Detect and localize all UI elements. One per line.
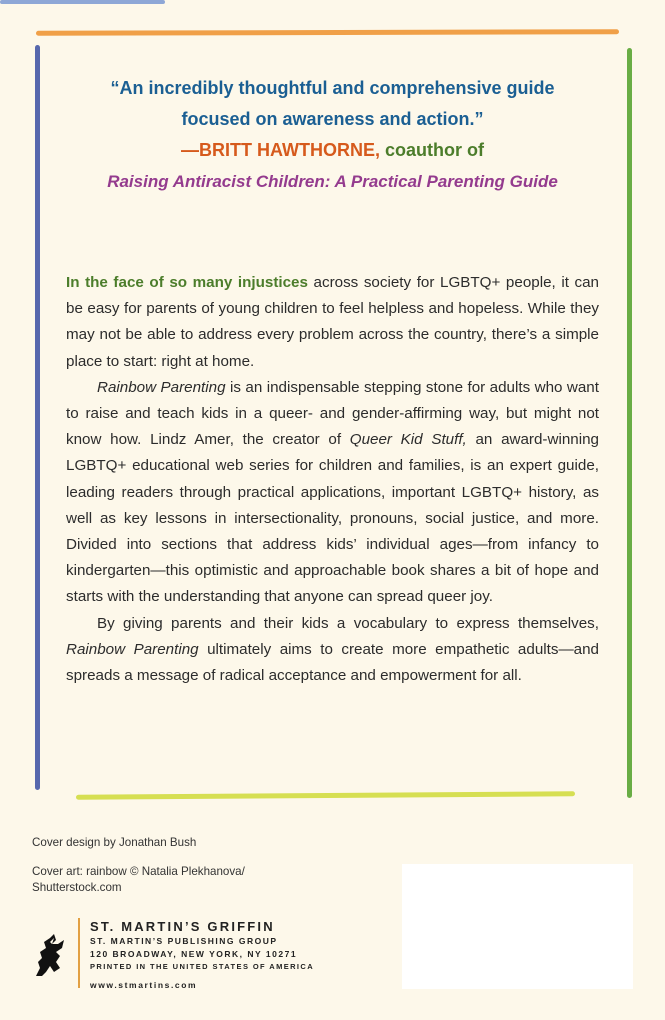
paragraph-3-text-b: ultimately aims to create more empathetic adults—and spreads a message of radical acceptance and empowerment for all. xyxy=(66,640,599,685)
griffin-logo-icon xyxy=(30,932,68,978)
publisher-rule xyxy=(78,918,80,988)
book-description xyxy=(66,270,599,689)
cover-design-credit: Cover design by Jonathan Bush xyxy=(32,836,197,849)
publisher-text xyxy=(90,918,380,992)
paragraph-1-text: across society for LGBTQ+ people, it can be easy for parents of young children to feel helpless and hopeless. While they may not be able to address every problem across the country, there’s a simple place to start: right at home. xyxy=(66,274,599,370)
description-paragraph-3 xyxy=(66,611,599,690)
description-paragraph-1 xyxy=(66,270,599,375)
barcode-area xyxy=(402,864,633,989)
left-border-line xyxy=(35,45,40,790)
attribution-name: —BRITT HAWTHORNE, xyxy=(181,140,380,160)
cover-art-credit: Cover art: rainbow © Natalia Plekhanova/ Shutterstock.com xyxy=(32,865,245,894)
series-title-italic: Queer Kid Stuff, xyxy=(349,431,467,449)
publisher-name: ST. MARTIN’S GRIFFIN xyxy=(90,919,275,934)
publisher-website: www.stmartins.com xyxy=(90,980,198,990)
quote-line-1: “An incredibly thoughtful and comprehensive guide xyxy=(110,78,555,98)
book-title-italic: Rainbow Parenting xyxy=(97,378,226,396)
publisher-group: ST. MARTIN’S PUBLISHING GROUP xyxy=(90,936,278,946)
quote-line-2: focused on awareness and action.” xyxy=(181,109,484,129)
paragraph-2-text-a: is an indispensable stepping stone for adults who want to raise and teach kids in a queer- and gender-affirming way, but might not know how. Lindz Amer, the creator of xyxy=(66,378,599,449)
top-border-line xyxy=(36,29,619,36)
attribution-role: coauthor of xyxy=(379,140,484,160)
bottom-border-line xyxy=(76,791,575,799)
lead-phrase: In the face of so many injustices xyxy=(66,274,308,291)
description-paragraph-2 xyxy=(66,375,599,611)
attribution-book-title: Raising Antiracist Children: A Practical Parenting Guide xyxy=(107,172,558,191)
publisher-address: 120 BROADWAY, NEW YORK, NY 10271 xyxy=(90,949,298,959)
book-title-italic-2: Rainbow Parenting xyxy=(66,640,199,658)
blurb-quote-block xyxy=(60,73,605,197)
section-divider xyxy=(0,0,165,4)
right-border-line xyxy=(627,48,632,798)
paragraph-3-text-a: By giving parents and their kids a vocabulary to express themselves, xyxy=(97,614,599,632)
paragraph-2-text-b: an award-winning LGBTQ+ educational web series for children and families, is an expert guide, leading readers through practical applications, important LGBTQ+ history, as well as key lessons in intersectionality, pronouns, social justice, and more. Divided into sections that address kids’ individual ages—from infancy to kindergarten—this optimistic and approachable book shares a bit of hope and starts with the understanding that anyone can spread queer joy. xyxy=(66,431,599,606)
printed-in: PRINTED IN THE UNITED STATES OF AMERICA xyxy=(90,962,315,971)
quote-attribution xyxy=(60,135,605,166)
